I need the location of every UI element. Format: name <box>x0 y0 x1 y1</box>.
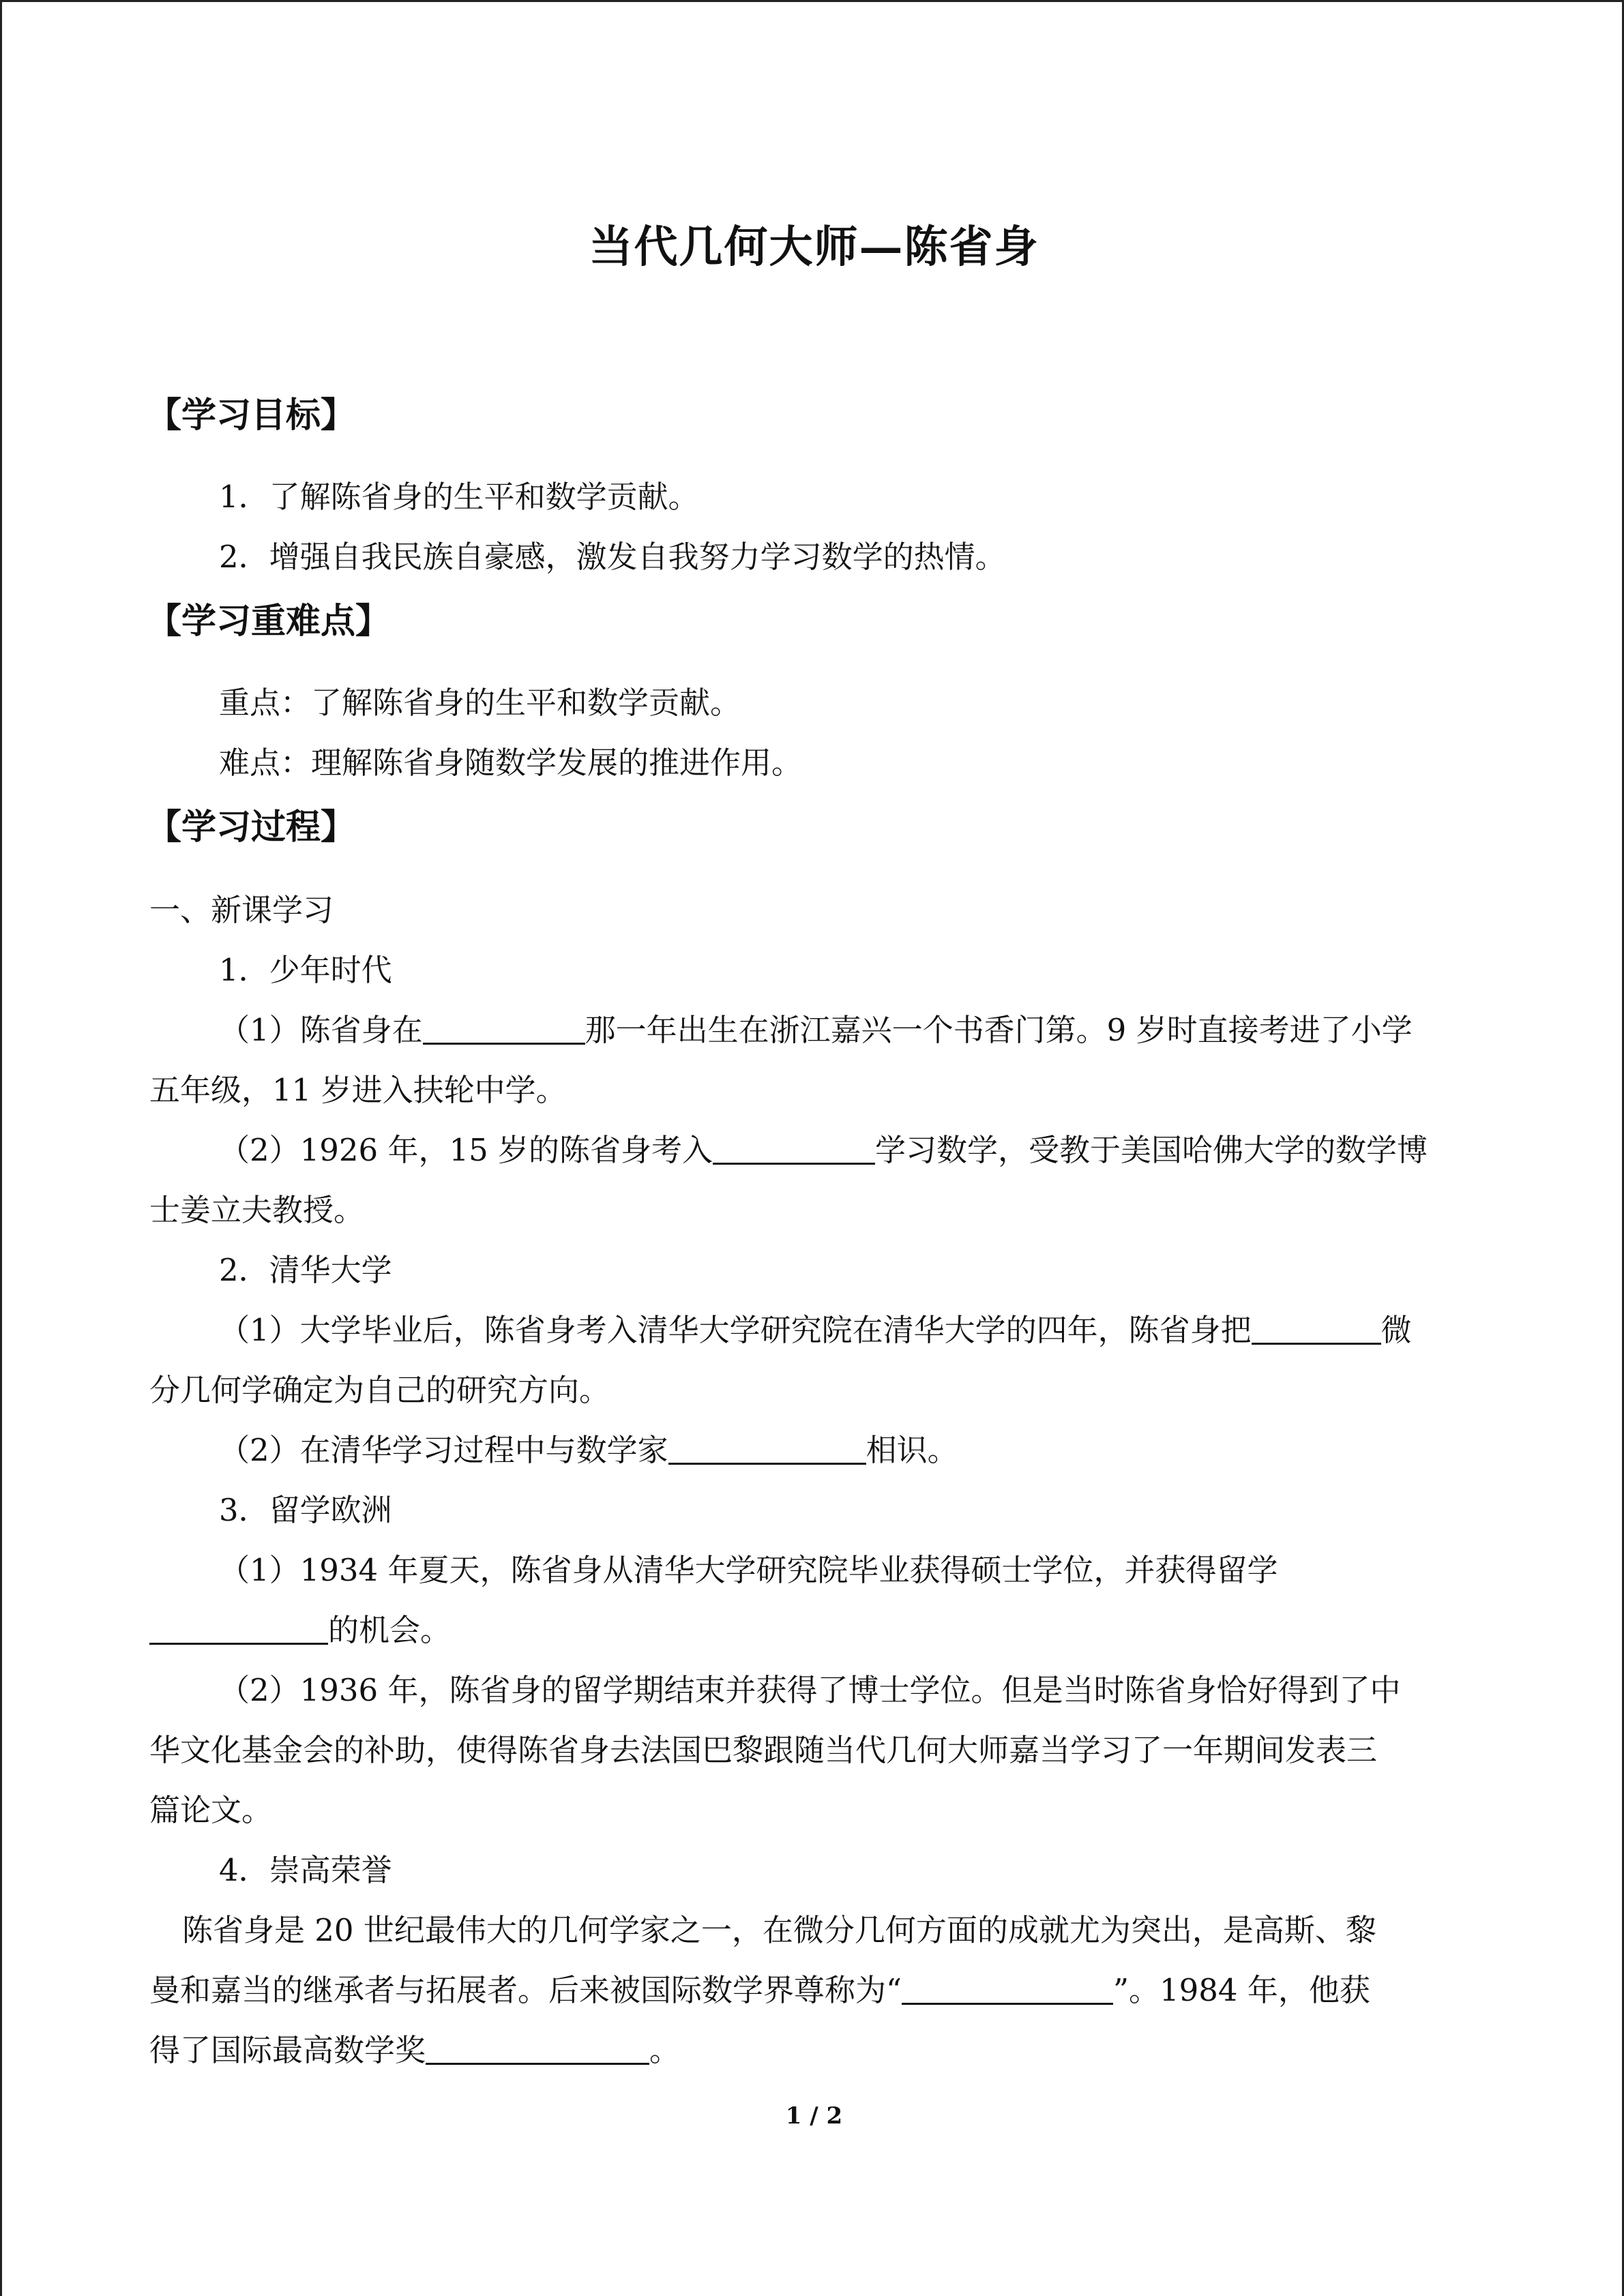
document-title: 当代几何大师—陈省身 <box>589 222 1039 273</box>
fill-in-blank-mathematician[interactable] <box>668 1433 866 1465</box>
section-europe-title: 3．留学欧洲 <box>219 1492 392 1528</box>
part-new-lesson: 一、新课学习 <box>149 892 334 928</box>
paragraph-youth-1-line-1 <box>219 1010 1413 1051</box>
paragraph-tsinghua-2 <box>219 1430 958 1471</box>
paragraph-tsinghua-1-line-2: 分几何学确定为自己的研究方向。 <box>149 1372 610 1408</box>
text-segment: 曼和嘉当的继承者与拓展者。后来被国际数学界尊称为“ <box>149 1972 902 2008</box>
text-segment: （1）大学毕业后，陈省身考入清华大学研究院在清华大学的四年，陈省身把 <box>219 1312 1252 1348</box>
text-segment: 那一年出生在浙江嘉兴一个书香门第。9 岁时直接考进了小学 <box>585 1012 1413 1048</box>
paragraph-youth-2-line-2: 士姜立夫教授。 <box>149 1192 365 1228</box>
paragraph-youth-2-line-1 <box>219 1130 1428 1171</box>
fill-in-blank-birth-year[interactable] <box>423 1013 585 1045</box>
text-segment: 的机会。 <box>328 1612 452 1648</box>
paragraph-europe-2-line-3: 篇论文。 <box>149 1792 273 1828</box>
text-segment: ”。1984 年，他获 <box>1113 1972 1370 2008</box>
text-segment: 学习数学，受教于美国哈佛大学的数学博 <box>875 1132 1428 1168</box>
page-number: 1 / 2 <box>785 2102 843 2130</box>
paragraph-tsinghua-1-line-1 <box>219 1310 1412 1351</box>
heading-key-points: 【学习重难点】 <box>147 601 391 642</box>
goal-item-2: 2．增强自我民族自豪感，激发自我努力学习数学的热情。 <box>219 539 1006 575</box>
text-segment: 得了国际最高数学奖 <box>149 2032 426 2068</box>
text-segment: 相识。 <box>866 1432 958 1468</box>
text-segment: 。 <box>649 2032 681 2068</box>
fill-in-blank-research-field[interactable] <box>1252 1313 1381 1345</box>
paragraph-europe-2-line-2: 华文化基金会的补助，使得陈省身去法国巴黎跟随当代几何大师嘉当学习了一年期间发表三 <box>149 1732 1378 1768</box>
text-segment: （1）陈省身在 <box>219 1012 423 1048</box>
text-segment: （2）在清华学习过程中与数学家 <box>219 1432 668 1468</box>
heading-learning-process: 【学习过程】 <box>147 807 356 848</box>
key-point-1: 重点：了解陈省身的生平和数学贡献。 <box>219 685 741 721</box>
paragraph-honors-line-1: 陈省身是 20 世纪最伟大的几何学家之一，在微分几何方面的成就尤为突出，是高斯、黎 <box>182 1912 1376 1948</box>
heading-learning-goals: 【学习目标】 <box>147 396 356 436</box>
fill-in-blank-study-abroad[interactable] <box>149 1613 328 1645</box>
text-segment: 微 <box>1381 1312 1412 1348</box>
goal-item-1: 1．了解陈省身的生平和数学贡献。 <box>219 479 699 515</box>
paragraph-europe-1-line-2 <box>149 1610 451 1651</box>
text-segment: （2）1926 年，15 岁的陈省身考入 <box>219 1132 713 1168</box>
paragraph-europe-2-line-1: （2）1936 年，陈省身的留学期结束并获得了博士学位。但是当时陈省身恰好得到了中 <box>219 1672 1401 1708</box>
paragraph-honors-line-2 <box>149 1970 1370 2011</box>
fill-in-blank-university[interactable] <box>713 1133 875 1165</box>
fill-in-blank-honorific-title[interactable] <box>902 1973 1113 2005</box>
paragraph-honors-line-3 <box>149 2030 680 2071</box>
section-youth-title: 1．少年时代 <box>219 952 392 988</box>
fill-in-blank-math-prize[interactable] <box>426 2033 649 2065</box>
section-tsinghua-title: 2．清华大学 <box>219 1252 392 1288</box>
paragraph-europe-1-line-1: （1）1934 年夏天，陈省身从清华大学研究院毕业获得硕士学位，并获得留学 <box>219 1552 1278 1588</box>
paragraph-youth-1-line-2: 五年级，11 岁进入扶轮中学。 <box>149 1072 567 1108</box>
key-point-2: 难点：理解陈省身随数学发展的推进作用。 <box>219 745 803 781</box>
section-honors-title: 4．崇高荣誉 <box>219 1852 392 1888</box>
